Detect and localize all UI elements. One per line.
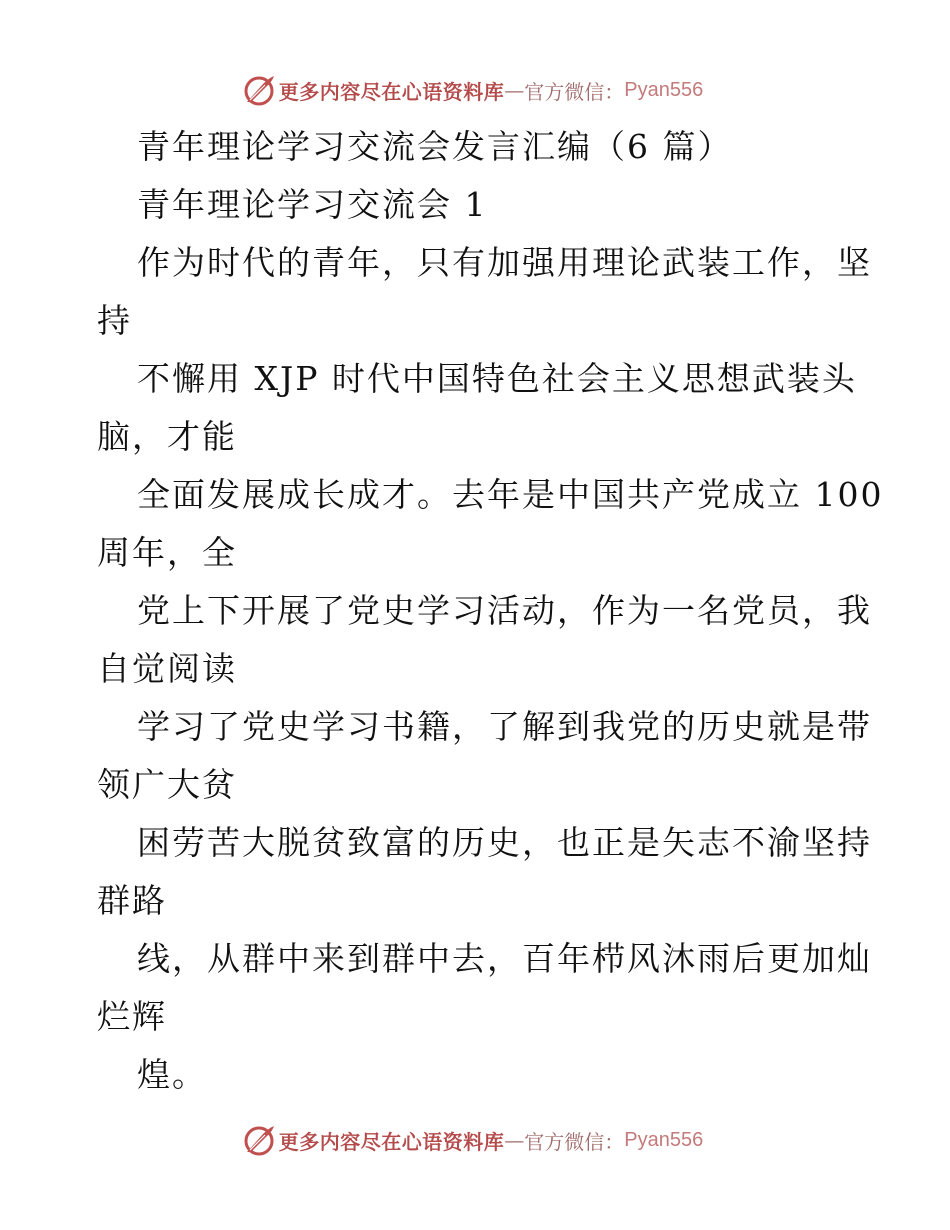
watermark-group <box>241 1122 703 1158</box>
footer-watermark <box>0 1120 950 1160</box>
text-line: 不懈用 XJP 时代中国特色社会主义思想武装头 <box>137 359 857 398</box>
text-line: 困劳苦大脱贫致富的历史，也正是矢志不渝坚持 <box>137 823 872 862</box>
text-line: 全面发展成长成才。去年是中国共产党成立 100 <box>137 475 884 514</box>
document-body <box>97 118 884 1104</box>
text-line: 领广大贫 <box>97 765 237 804</box>
watermark-separator: — <box>504 1128 525 1152</box>
section-heading: 青年理论学习交流会 1 <box>137 185 488 224</box>
watermark-label: 官方微信： <box>524 79 625 104</box>
text-line: 持 <box>97 301 132 340</box>
text-line: 周年，全 <box>97 533 237 572</box>
text-line: 自觉阅读 <box>97 649 237 688</box>
watermark-separator: — <box>504 78 525 102</box>
watermark-slogan: 更多内容尽在心语资料库 <box>278 79 505 104</box>
text-line: 烂辉 <box>97 997 167 1036</box>
watermark-group <box>241 72 703 108</box>
text-line: 党上下开展了党史学习活动，作为一名党员，我 <box>137 591 872 630</box>
watermark-label: 官方微信： <box>524 1129 625 1154</box>
text-line: 脑，才能 <box>97 417 237 456</box>
quill-logo-icon <box>241 1122 277 1158</box>
quill-logo-icon <box>241 72 277 108</box>
text-line: 作为时代的青年，只有加强用理论武装工作，坚 <box>137 243 872 282</box>
watermark-account: Pyan556 <box>624 78 704 101</box>
watermark-account: Pyan556 <box>624 1128 704 1151</box>
document-title: 青年理论学习交流会发言汇编（6 篇） <box>137 127 733 166</box>
text-line: 学习了党史学习书籍，了解到我党的历史就是带 <box>137 707 872 746</box>
text-line: 煌。 <box>137 1055 207 1094</box>
header-watermark <box>0 70 950 110</box>
watermark-slogan: 更多内容尽在心语资料库 <box>278 1129 505 1154</box>
text-line: 群路 <box>97 881 167 920</box>
text-line: 线，从群中来到群中去，百年栉风沐雨后更加灿 <box>137 939 872 978</box>
